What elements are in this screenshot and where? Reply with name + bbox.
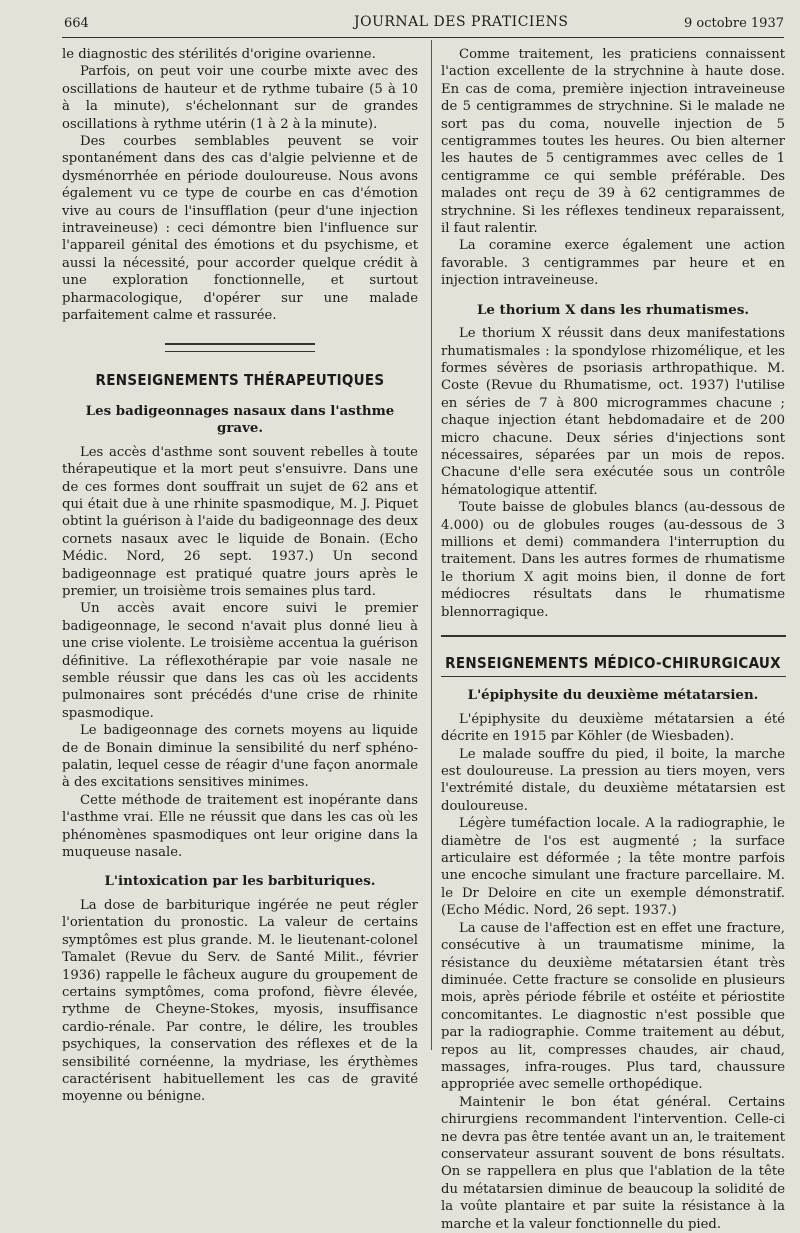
section-title: RENSEIGNEMENTS MÉDICO-CHIRURGICAUX: [445, 654, 781, 672]
header-rule: [62, 37, 784, 38]
paragraph: Toute baisse de globules blancs (au-dessous de 4.000) ou de globules rouges (au-dessous de 3 millions et demi) commandera l'interruption du traitement. Dans les autres formes de rhumatisme le thorium X agit moins bien, il donne de fort médiocres résultats dans le rhumatisme blennorragique.: [441, 500, 785, 620]
subsection-title: L'intoxication par les barbituriques.: [104, 873, 376, 890]
section-ornament-rule: [165, 343, 315, 352]
paragraph: Un accès avait encore suivi le premier badigeonnage, le second n'avait plus donné lieu à une crise violente. Le troisième accentua la guérison définitive. La réflexothérapie par voie nasale ne semble réussir que dans les cas où les accidents pulmonaires sont précédés d'une crise de rhinite spasmodique.: [62, 601, 418, 721]
paragraph: La dose de barbiturique ingérée ne peut régler l'orientation du pronostic. La valeur de certains symptômes est plus grande. M. le lieutenant-colonel Tamalet (Revue du Serv. de Santé Milit., février 1936) rappelle le fâcheux augure du groupement de certains symptômes, coma profond, fièvre élevée, rythme de Cheyne-Stokes, myosis, insuffisance cardio-rénale. Par contre, le délire, les troubles psychiques, la conservation des réflexes et de la sensibilité cornéenne, la mydriase, les érythèmes caractérisent habituellement les cas de gravité moyenne ou bénigne.: [62, 897, 418, 1105]
section-rule-bottom: [441, 676, 786, 677]
right-column: [441, 46, 785, 1233]
page-number: 664: [64, 16, 89, 31]
left-column: [62, 46, 418, 1106]
column-divider: [431, 40, 432, 1050]
paragraph: le diagnostic des stérilités d'origine ovarienne.: [62, 47, 376, 62]
paragraph: Les accès d'asthme sont souvent rebelles à toute thérapeutique et la mort peut s'ensuivre. Dans une de ces formes dont souffrait un sujet de 62 ans et qui était due à une rhinite spasmodique, M. J. Piquet obtint la guérison à l'aide du badigeonnage des deux cornets nasaux avec le liquide de Bonain. (Echo Médic. Nord, 26 sept. 1937.) Un second badigeonnage est pratiqué quatre jours après le premier, un troisième trois semaines plus tard.: [62, 444, 418, 599]
subsection-title: Le thorium X dans les rhumatismes.: [476, 301, 750, 318]
paragraph: Le badigeonnage des cornets moyens au liquide de de Bonain diminue la sensibilité du nerf sphéno-palatin, lequel cesse de réagir d'une façon anormale à des excitations sensitives minimes.: [62, 723, 418, 791]
paragraph: L'épiphysite du deuxième métatarsien a été décrite en 1915 par Köhler (de Wiesbaden).: [441, 711, 785, 745]
paragraph: Maintenir le bon état général. Certains chirurgiens recommandent l'intervention. Celle-ci ne devra pas être tentée avant un an, le traitement conservateur assurant souvent de bons résultats. On se rappellera en plus que l'ablation de la tête du métatarsien diminue de beaucoup la solidité de la voûte plantaire et par suite la résistance à la marche et la valeur fonctionnelle du pied.: [441, 1094, 785, 1232]
paragraph: Des courbes semblables peuvent se voir spontanément dans des cas d'algie pelvienne et de dysménorrhée en période douloureuse. Nous avons également vu ce type de courbe en cas d'émotion vive au cours de l'insufflation (peur d'une injection intraveineuse) : ceci démontre bien l'influence sur l'appareil génital des émotions et du psychisme, et aussi la nécessité, pour accorder quelque crédit à une exploration fonctionnelle, et surtout pharmacologique, d'opérer sur une malade parfaitement calme et rassurée.: [62, 134, 418, 324]
issue-date: 9 octobre 1937: [683, 16, 784, 31]
page-header: [64, 12, 784, 34]
paragraph: La cause de l'affection est en effet une fracture, consécutive à un traumatisme minime, la résistance du deuxième métatarsien étant très diminuée. Cette fracture se consolide en plusieurs mois, après période fébrile et ostéite et périostite concomitantes. Le diagnostic n'est possible que par la radiographie. Comme traitement au début, repos au lit, compresses chaudes, air chaud, massages, infra-rouges. Plus tard, chaussure appropriée avec semelle orthopédique.: [441, 920, 785, 1093]
subsection-title: Les badigeonnages nasaux dans l'asthme grave.: [85, 402, 395, 437]
subsection-title: L'épiphysite du deuxième métatarsien.: [467, 687, 759, 704]
paragraph: Légère tuméfaction locale. A la radiographie, le diamètre de l'os est augmenté ; la surface articulaire est déformée ; la tête montre parfois une encoche simulant une fracture parcellaire. M. le Dr Deloire en cite un exemple démonstratif. (Echo Médic. Nord, 26 sept. 1937.): [441, 816, 785, 919]
paragraph: Le malade souffre du pied, il boite, la marche est douloureuse. La pression au tiers moyen, vers l'extrémité distale, du deuxième métatarsien est douloureuse.: [441, 746, 785, 814]
paragraph: Parfois, on peut voir une courbe mixte avec des oscillations de hauteur et de rythme tubaire (5 à 10 à la minute), s'échelonnant sur de grandes oscillations à rythme utérin (1 à 2 à la minute).: [62, 64, 418, 132]
paragraph: Comme traitement, les praticiens connaissent l'action excellente de la strychnine à haute dose. En cas de coma, première injection intraveineuse de 5 centigrammes de strychnine. Si le malade ne sort pas du coma, nouvelle injection de 5 centigrammes toutes les heures. Ou bien alterner les hautes de 5 centigrammes avec celles de 1 centigramme ce qui semble préférable. Des malades ont reçu de 39 à 62 centigrammes de strychnine. Si les réflexes tendineux reparaissent, il faut ralentir.: [441, 47, 785, 237]
paragraph: La coramine exerce également une action favorable. 3 centigrammes par heure et en injection intraveineuse.: [441, 238, 785, 289]
paragraph: Le thorium X réussit dans deux manifestations rhumatismales : la spondylose rhizomélique, et les formes sévères de psoriasis arthropathique. M. Coste (Revue du Rhumatisme, oct. 1937) l'utilise en séries de 7 à 800 microgrammes chacune ; chaque injection étant hebdomadaire et de 200 micro chacune. Deux séries d'injections sont nécessaires, séparées par un mois de repos. Chacune d'elle sera exécutée sous un contrôle hématologique attentif.: [441, 326, 785, 498]
journal-title: JOURNAL DES PRATICIENS: [354, 14, 569, 30]
section-title: RENSEIGNEMENTS THÉRAPEUTIQUES: [95, 370, 385, 389]
section-rule: [441, 635, 786, 637]
paragraph: Cette méthode de traitement est inopérante dans l'asthme vrai. Elle ne réussit que dans les cas où les phénomènes spasmodiques ont leur origine dans la muqueuse nasale.: [62, 792, 418, 861]
